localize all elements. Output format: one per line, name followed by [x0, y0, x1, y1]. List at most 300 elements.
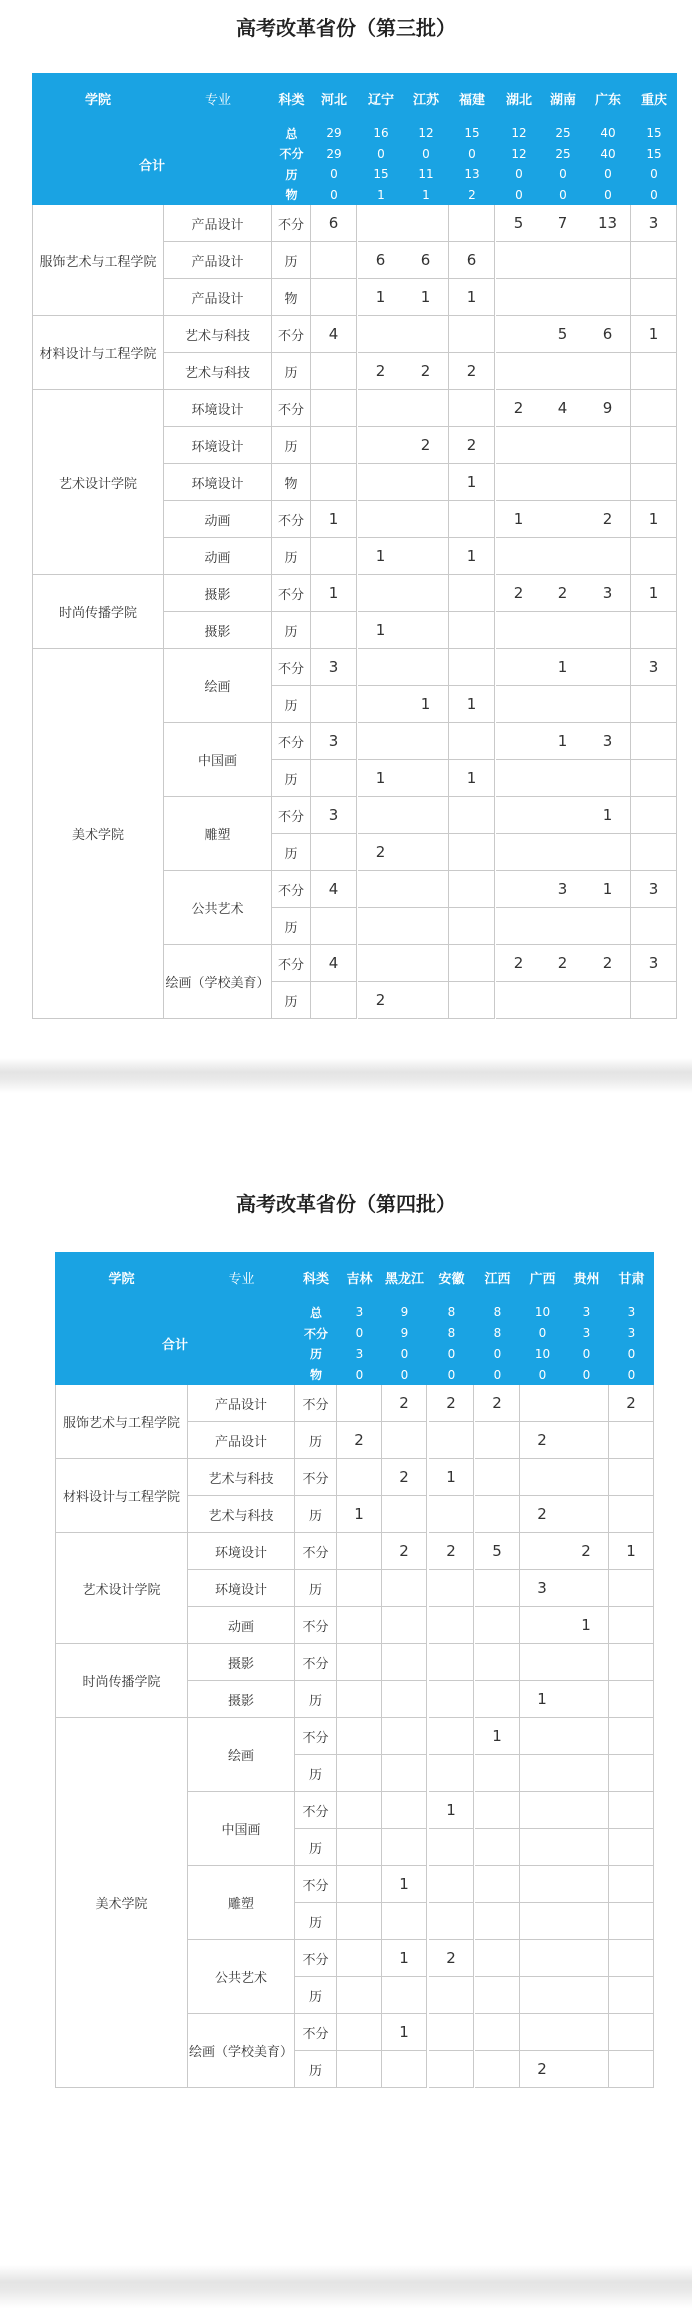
value-cell: [449, 797, 495, 834]
value-cell: 1: [585, 797, 631, 834]
value-cell: [609, 1792, 654, 1829]
value-cell: 2: [540, 575, 586, 612]
value-cell: [564, 1792, 609, 1829]
value-cell: [449, 649, 495, 686]
value-cell: [358, 501, 404, 538]
college-cell: 服饰艺术与工程学院: [55, 1385, 188, 1459]
value-cell: [609, 1459, 654, 1496]
total-value: 15: [464, 126, 480, 141]
value-cell: [631, 908, 677, 945]
value-cell: [382, 1903, 427, 1940]
value-cell: 5: [496, 205, 542, 242]
value-cell: [631, 390, 677, 427]
value-cell: [337, 1977, 382, 2014]
college-cell: 时尚传播学院: [32, 575, 164, 649]
value-cell: [403, 723, 449, 760]
value-cell: 1: [403, 686, 449, 723]
total-value: 0: [582, 1367, 591, 1382]
value-cell: [585, 242, 631, 279]
value-cell: [311, 760, 357, 797]
value-cell: [496, 649, 542, 686]
value-cell: [564, 1385, 609, 1422]
category-cell: 历: [272, 427, 311, 464]
value-cell: [496, 871, 542, 908]
value-cell: [358, 575, 404, 612]
total-value: 0: [650, 187, 658, 202]
value-cell: [311, 686, 357, 723]
major-cell: 产品设计: [164, 242, 272, 279]
value-cell: 2: [520, 1496, 565, 1533]
value-cell: 1: [403, 279, 449, 316]
category-cell: 不分: [295, 1644, 337, 1681]
value-cell: 2: [449, 353, 495, 390]
value-cell: [475, 1607, 520, 1644]
total-row-label: 历: [285, 167, 298, 182]
total-value: 0: [330, 167, 338, 182]
value-cell: [585, 612, 631, 649]
value-cell: [520, 1903, 565, 1940]
value-cell: [475, 1570, 520, 1607]
value-cell: [520, 1755, 565, 1792]
value-cell: [337, 1718, 382, 1755]
category-cell: 历: [295, 2051, 337, 2088]
header-category: 科类: [278, 92, 305, 108]
major-cell: 环境设计: [188, 1570, 295, 1607]
category-cell: 不分: [272, 945, 311, 982]
value-cell: [358, 649, 404, 686]
value-cell: 3: [631, 871, 677, 908]
value-cell: [564, 1496, 609, 1533]
value-cell: [540, 464, 586, 501]
total-value: 0: [468, 146, 476, 161]
value-cell: [311, 612, 357, 649]
value-cell: [429, 1570, 474, 1607]
value-cell: [337, 2051, 382, 2088]
value-cell: 3: [520, 1570, 565, 1607]
value-cell: [403, 760, 449, 797]
value-cell: [496, 353, 542, 390]
value-cell: 2: [382, 1385, 427, 1422]
category-cell: 不分: [272, 797, 311, 834]
value-cell: [631, 464, 677, 501]
value-cell: [564, 1903, 609, 1940]
total-row-label: 物: [285, 188, 298, 203]
value-cell: [382, 2051, 427, 2088]
value-cell: [449, 834, 495, 871]
value-cell: [496, 464, 542, 501]
category-cell: 不分: [295, 1866, 337, 1903]
value-cell: [564, 1681, 609, 1718]
total-value: 11: [418, 167, 434, 182]
value-cell: [631, 612, 677, 649]
major-cell: 雕塑: [164, 797, 272, 871]
value-cell: [540, 279, 586, 316]
major-cell: 摄影: [188, 1644, 295, 1681]
value-cell: [337, 1940, 382, 1977]
value-cell: 1: [449, 464, 495, 501]
category-cell: 不分: [272, 390, 311, 427]
value-cell: [475, 1496, 520, 1533]
value-cell: [631, 353, 677, 390]
value-cell: [585, 760, 631, 797]
category-cell: 物: [272, 464, 311, 501]
total-value: 0: [493, 1367, 502, 1382]
total-value: 0: [604, 167, 612, 182]
header-province: 贵州: [573, 1271, 600, 1287]
value-cell: [449, 316, 495, 353]
value-cell: 2: [496, 575, 542, 612]
value-cell: [475, 1903, 520, 1940]
value-cell: [631, 834, 677, 871]
value-cell: 3: [585, 575, 631, 612]
value-cell: [540, 353, 586, 390]
value-cell: 1: [358, 760, 404, 797]
value-cell: [403, 908, 449, 945]
value-cell: 2: [609, 1385, 654, 1422]
category-cell: 不分: [295, 1792, 337, 1829]
value-cell: [337, 1829, 382, 1866]
major-cell: 公共艺术: [188, 1940, 295, 2014]
category-cell: 不分: [295, 1718, 337, 1755]
value-cell: 3: [631, 205, 677, 242]
total-value: 8: [493, 1326, 502, 1341]
value-cell: [520, 1459, 565, 1496]
value-cell: [520, 1718, 565, 1755]
value-cell: [403, 982, 449, 1019]
value-cell: [609, 1940, 654, 1977]
college-cell: 材料设计与工程学院: [55, 1459, 188, 1533]
value-cell: [358, 316, 404, 353]
value-cell: [311, 908, 357, 945]
value-cell: 4: [311, 945, 357, 982]
category-cell: 不分: [295, 1940, 337, 1977]
value-cell: [337, 1681, 382, 1718]
value-cell: 2: [496, 945, 542, 982]
value-cell: [585, 464, 631, 501]
value-cell: 1: [631, 501, 677, 538]
total-value: 9: [400, 1326, 409, 1341]
value-cell: [585, 649, 631, 686]
total-value: 1: [377, 187, 385, 202]
value-cell: [520, 1829, 565, 1866]
header-category: 科类: [302, 1271, 329, 1287]
value-cell: 2: [382, 1533, 427, 1570]
value-cell: [429, 1496, 474, 1533]
category-cell: 不分: [272, 575, 311, 612]
value-cell: [449, 390, 495, 427]
college-cell: 时尚传播学院: [55, 1644, 188, 1718]
value-cell: 3: [631, 945, 677, 982]
value-cell: 1: [358, 612, 404, 649]
value-cell: [585, 427, 631, 464]
value-cell: [429, 1718, 474, 1755]
value-cell: 5: [540, 316, 586, 353]
header-province: 江西: [484, 1271, 511, 1287]
value-cell: [496, 538, 542, 575]
major-cell: 绘画（学校美育）: [164, 945, 272, 1019]
total-value: 0: [538, 1367, 547, 1382]
value-cell: 1: [449, 279, 495, 316]
value-cell: 1: [382, 1940, 427, 1977]
major-cell: 中国画: [188, 1792, 295, 1866]
major-cell: 中国画: [164, 723, 272, 797]
total-value: 1: [422, 187, 430, 202]
total-value: 25: [555, 146, 571, 161]
value-cell: [496, 612, 542, 649]
value-cell: [337, 1903, 382, 1940]
value-cell: 1: [585, 871, 631, 908]
total-value: 16: [373, 126, 389, 141]
value-cell: [337, 2014, 382, 2051]
value-cell: [403, 834, 449, 871]
major-cell: 艺术与科技: [164, 316, 272, 353]
value-cell: [429, 1644, 474, 1681]
value-cell: [358, 908, 404, 945]
value-cell: 2: [520, 1422, 565, 1459]
value-cell: [585, 353, 631, 390]
value-cell: 3: [311, 797, 357, 834]
value-cell: [475, 2014, 520, 2051]
page-separator: [0, 2265, 692, 2308]
header-college: 学院: [108, 1271, 135, 1287]
total-value: 0: [559, 187, 567, 202]
value-cell: [429, 2014, 474, 2051]
major-cell: 动画: [164, 538, 272, 575]
value-cell: [429, 1903, 474, 1940]
value-cell: [540, 612, 586, 649]
total-value: 15: [373, 167, 389, 182]
major-cell: 艺术与科技: [188, 1496, 295, 1533]
value-cell: [540, 982, 586, 1019]
value-cell: [382, 1977, 427, 2014]
header-major: 专业: [228, 1271, 255, 1287]
value-cell: [609, 1422, 654, 1459]
total-value: 12: [418, 126, 434, 141]
value-cell: [403, 945, 449, 982]
major-cell: 环境设计: [188, 1533, 295, 1570]
page-separator: [0, 1058, 692, 1093]
value-cell: [609, 1496, 654, 1533]
total-value: 0: [447, 1367, 456, 1382]
value-cell: [585, 834, 631, 871]
value-cell: [564, 1570, 609, 1607]
category-cell: 历: [295, 1570, 337, 1607]
value-cell: 2: [564, 1533, 609, 1570]
college-cell: 艺术设计学院: [32, 390, 164, 575]
value-cell: 1: [337, 1496, 382, 1533]
value-cell: 2: [358, 353, 404, 390]
value-cell: [540, 686, 586, 723]
category-cell: 不分: [272, 649, 311, 686]
value-cell: 2: [358, 982, 404, 1019]
college-cell: 艺术设计学院: [55, 1533, 188, 1644]
value-cell: [382, 1829, 427, 1866]
value-cell: 2: [475, 1385, 520, 1422]
value-cell: [585, 908, 631, 945]
value-cell: 1: [358, 538, 404, 575]
value-cell: [403, 649, 449, 686]
major-cell: 绘画: [188, 1718, 295, 1792]
value-cell: [337, 1792, 382, 1829]
value-cell: [496, 427, 542, 464]
value-cell: 1: [540, 649, 586, 686]
total-value: 0: [559, 167, 567, 182]
major-cell: 环境设计: [164, 464, 272, 501]
value-cell: [403, 205, 449, 242]
header-province: 福建: [458, 92, 485, 108]
value-cell: 1: [520, 1681, 565, 1718]
value-cell: 1: [609, 1533, 654, 1570]
value-cell: [311, 279, 357, 316]
major-cell: 摄影: [164, 575, 272, 612]
header-province: 辽宁: [367, 92, 394, 108]
total-value: 0: [355, 1326, 364, 1341]
value-cell: [449, 982, 495, 1019]
value-cell: [382, 1792, 427, 1829]
value-cell: [609, 2014, 654, 2051]
value-cell: [311, 427, 357, 464]
value-cell: [496, 279, 542, 316]
value-cell: 2: [358, 834, 404, 871]
total-value: 0: [515, 187, 523, 202]
value-cell: 1: [382, 2014, 427, 2051]
major-cell: 绘画: [164, 649, 272, 723]
total-row-label: 不分: [279, 147, 304, 162]
value-cell: [609, 1681, 654, 1718]
total-value: 10: [534, 1305, 551, 1320]
category-cell: 历: [272, 982, 311, 1019]
total-value: 0: [627, 1367, 636, 1382]
value-cell: 1: [429, 1792, 474, 1829]
value-cell: 1: [311, 501, 357, 538]
value-cell: 6: [449, 242, 495, 279]
value-cell: 2: [403, 427, 449, 464]
value-cell: [311, 242, 357, 279]
value-cell: [475, 1866, 520, 1903]
batch3-card: [0, 0, 692, 1058]
value-cell: [382, 1570, 427, 1607]
value-cell: [337, 1459, 382, 1496]
value-cell: 6: [585, 316, 631, 353]
value-cell: [358, 797, 404, 834]
value-cell: [609, 2051, 654, 2088]
category-cell: 不分: [295, 2014, 337, 2051]
value-cell: [382, 1718, 427, 1755]
total-value: 0: [355, 1367, 364, 1382]
value-cell: [564, 1829, 609, 1866]
header-major: 专业: [204, 92, 231, 108]
total-value: 15: [646, 126, 662, 141]
category-cell: 历: [272, 908, 311, 945]
value-cell: 1: [382, 1866, 427, 1903]
category-cell: 历: [272, 353, 311, 390]
value-cell: [403, 464, 449, 501]
major-cell: 绘画（学校美育）: [188, 2014, 295, 2088]
category-cell: 历: [272, 242, 311, 279]
value-cell: 2: [382, 1459, 427, 1496]
header-province: 湖南: [549, 92, 576, 108]
value-cell: [564, 1977, 609, 2014]
college-cell: 材料设计与工程学院: [32, 316, 164, 390]
value-cell: [403, 316, 449, 353]
value-cell: 1: [564, 1607, 609, 1644]
college-cell: 美术学院: [55, 1718, 188, 2088]
total-value: 9: [400, 1305, 409, 1320]
total-label: 合计: [138, 158, 165, 174]
value-cell: 3: [585, 723, 631, 760]
value-cell: [496, 686, 542, 723]
total-value: 0: [650, 167, 658, 182]
value-cell: 1: [429, 1459, 474, 1496]
value-cell: [429, 1829, 474, 1866]
value-cell: 4: [311, 316, 357, 353]
total-value: 3: [355, 1305, 364, 1320]
total-value: 3: [582, 1305, 591, 1320]
header-province: 吉林: [346, 1271, 373, 1287]
header-province: 安徽: [438, 1271, 465, 1287]
value-cell: [631, 760, 677, 797]
batch4-card: [0, 1093, 692, 2265]
value-cell: [358, 205, 404, 242]
value-cell: [475, 1792, 520, 1829]
value-cell: [311, 390, 357, 427]
value-cell: [358, 464, 404, 501]
value-cell: [609, 1977, 654, 2014]
value-cell: [449, 908, 495, 945]
value-cell: [520, 2014, 565, 2051]
total-value: 0: [627, 1346, 636, 1361]
college-cell: 美术学院: [32, 649, 164, 1019]
value-cell: [358, 871, 404, 908]
value-cell: [449, 871, 495, 908]
value-cell: [358, 686, 404, 723]
value-cell: [540, 834, 586, 871]
total-value: 8: [493, 1305, 502, 1320]
value-cell: [403, 797, 449, 834]
value-cell: [337, 1644, 382, 1681]
value-cell: 13: [585, 205, 631, 242]
value-cell: 1: [449, 686, 495, 723]
header-province: 黑龙江: [384, 1271, 424, 1287]
value-cell: [564, 1940, 609, 1977]
value-cell: [609, 1718, 654, 1755]
value-cell: [585, 982, 631, 1019]
value-cell: [585, 686, 631, 723]
value-cell: [631, 427, 677, 464]
value-cell: [609, 1755, 654, 1792]
value-cell: 7: [540, 205, 586, 242]
value-cell: [382, 1755, 427, 1792]
value-cell: 6: [311, 205, 357, 242]
value-cell: [475, 2051, 520, 2088]
value-cell: [382, 1644, 427, 1681]
total-value: 40: [600, 146, 616, 161]
total-value: 0: [604, 187, 612, 202]
total-value: 2: [468, 187, 476, 202]
major-cell: 雕塑: [188, 1866, 295, 1940]
total-value: 0: [400, 1367, 409, 1382]
total-value: 0: [582, 1346, 591, 1361]
major-cell: 艺术与科技: [164, 353, 272, 390]
total-value: 0: [422, 146, 430, 161]
value-cell: [311, 982, 357, 1019]
value-cell: [429, 1977, 474, 2014]
header-college: 学院: [84, 92, 111, 108]
value-cell: [631, 538, 677, 575]
value-cell: [337, 1607, 382, 1644]
total-row-label: 历: [309, 1347, 322, 1362]
value-cell: [382, 1681, 427, 1718]
